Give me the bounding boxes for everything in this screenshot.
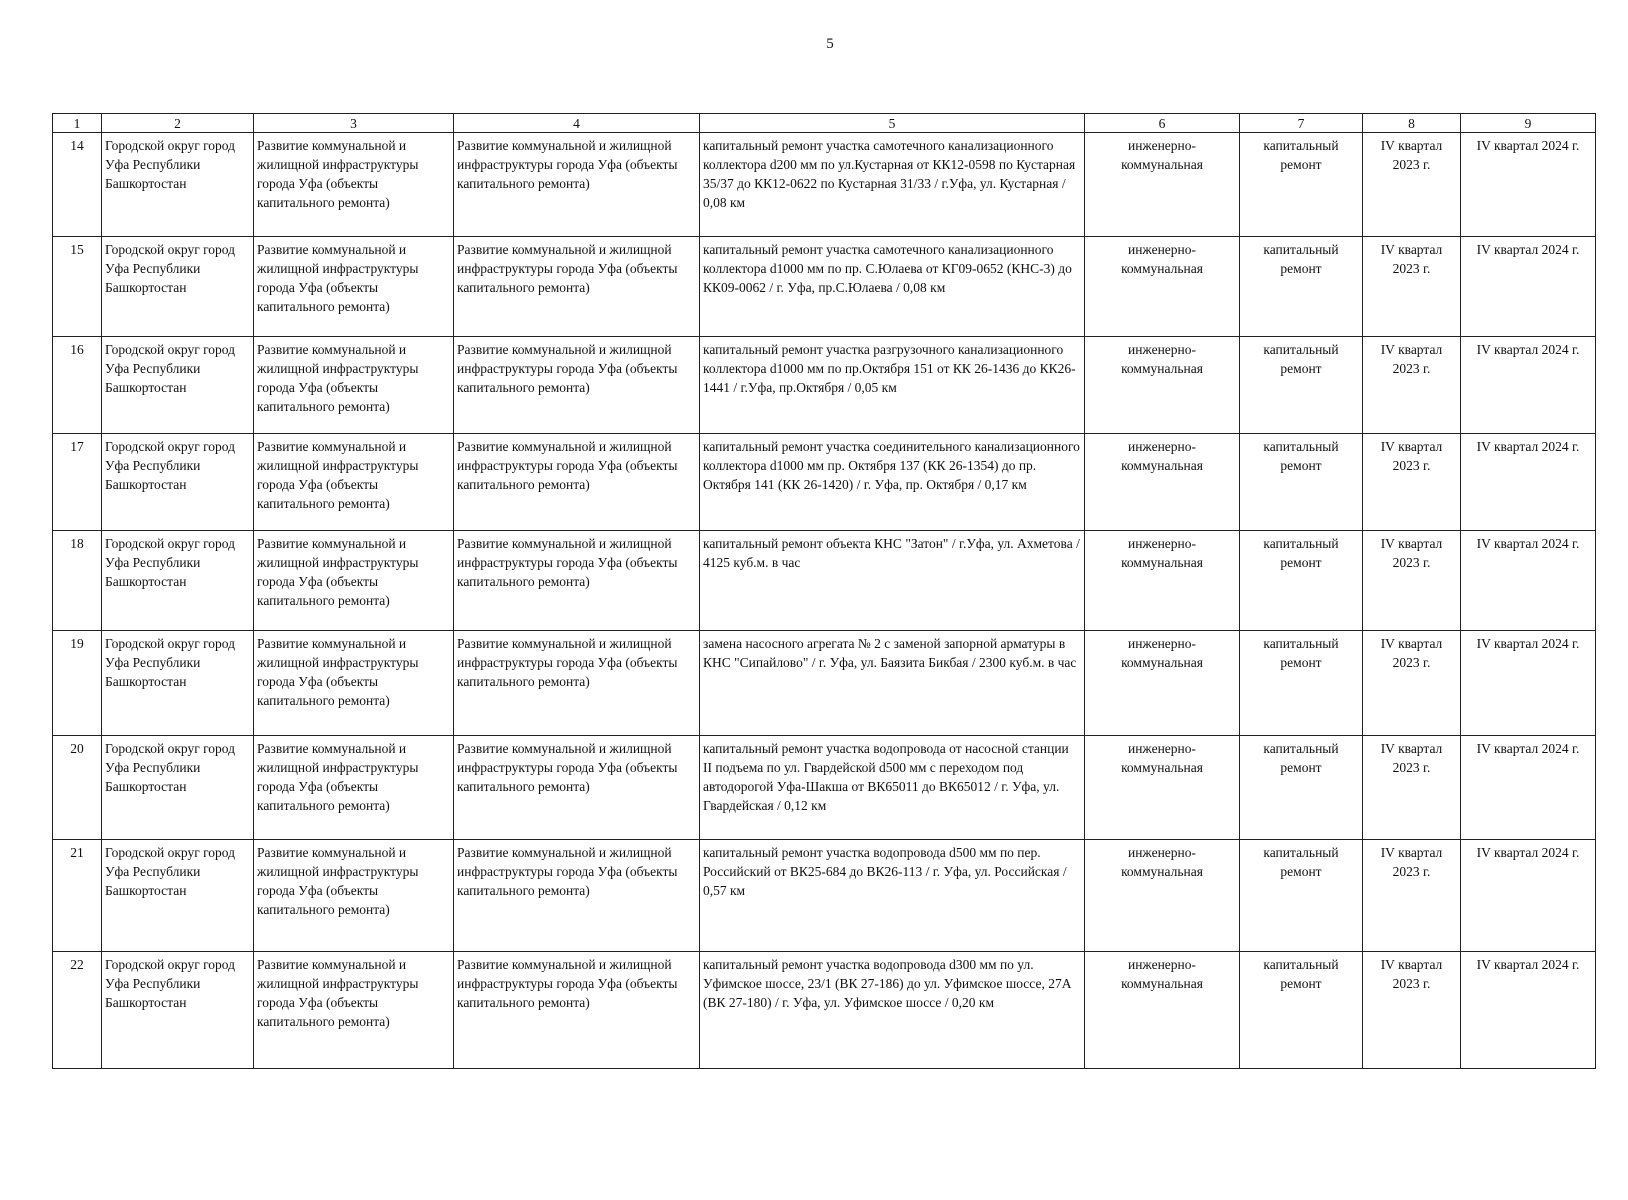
end-period-cell: IV квартал 2024 г. (1461, 840, 1596, 952)
municipality-cell: Городской округ город Уфа Республики Башкортостан (102, 531, 254, 631)
infrastructure-type-cell: инженерно-коммунальная (1085, 531, 1240, 631)
subprogram-cell: Развитие коммунальной и жилищной инфраструктуры города Уфа (объекты капитального ремонта) (454, 840, 700, 952)
start-period-cell: IV квартал 2023 г. (1363, 952, 1461, 1069)
subprogram-cell: Развитие коммунальной и жилищной инфраструктуры города Уфа (объекты капитального ремонта) (454, 952, 700, 1069)
municipality-cell: Городской округ город Уфа Республики Башкортостан (102, 337, 254, 434)
table-header-row (53, 114, 1596, 133)
table-row (53, 237, 1596, 337)
end-period-cell: IV квартал 2024 г. (1461, 133, 1596, 237)
table-row (53, 531, 1596, 631)
infrastructure-type-cell: инженерно-коммунальная (1085, 133, 1240, 237)
work-type-cell: капитальный ремонт (1240, 531, 1363, 631)
start-period-cell: IV квартал 2023 г. (1363, 434, 1461, 531)
program-cell: Развитие коммунальной и жилищной инфраструктуры города Уфа (объекты капитального ремонта) (254, 337, 454, 434)
object-description-cell: замена насосного агрегата № 2 с заменой запорной арматуры в КНС "Сипайлово" / г. Уфа, ул. Баязита Бикбая / 2300 куб.м. в час (700, 631, 1085, 736)
end-period-cell: IV квартал 2024 г. (1461, 337, 1596, 434)
column-header: 3 (254, 114, 454, 133)
object-description-cell: капитальный ремонт участка водопровода d500 мм по пер. Российский от ВК25-684 до ВК26-113 / г. Уфа, ул. Российская / 0,57 км (700, 840, 1085, 952)
object-description-cell: капитальный ремонт объекта КНС "Затон" / г.Уфа, ул. Ахметова / 4125 куб.м. в час (700, 531, 1085, 631)
infrastructure-type-cell: инженерно-коммунальная (1085, 840, 1240, 952)
work-type-cell: капитальный ремонт (1240, 631, 1363, 736)
objects-table (52, 113, 1596, 1069)
column-header: 1 (53, 114, 102, 133)
object-description-cell: капитальный ремонт участка водопровода d300 мм по ул. Уфимское шоссе, 23/1 (ВК 27-186) до ул. Уфимское шоссе, 27А (ВК 27-180) / г. Уфа, ул. Уфимское шоссе / 0,20 км (700, 952, 1085, 1069)
start-period-cell: IV квартал 2023 г. (1363, 531, 1461, 631)
municipality-cell: Городской округ город Уфа Республики Башкортостан (102, 840, 254, 952)
work-type-cell: капитальный ремонт (1240, 133, 1363, 237)
row-number-cell: 15 (53, 237, 102, 337)
end-period-cell: IV квартал 2024 г. (1461, 434, 1596, 531)
work-type-cell: капитальный ремонт (1240, 952, 1363, 1069)
end-period-cell: IV квартал 2024 г. (1461, 736, 1596, 840)
infrastructure-type-cell: инженерно-коммунальная (1085, 952, 1240, 1069)
column-header: 4 (454, 114, 700, 133)
row-number-cell: 22 (53, 952, 102, 1069)
object-description-cell: капитальный ремонт участка самотечного канализационного коллектора d1000 мм по пр. С.Юлаева от КГ09-0652 (КНС-3) до КК09-0062 / г. Уфа, пр.С.Юлаева / 0,08 км (700, 237, 1085, 337)
table-row (53, 337, 1596, 434)
start-period-cell: IV квартал 2023 г. (1363, 337, 1461, 434)
table-row (53, 840, 1596, 952)
municipality-cell: Городской округ город Уфа Республики Башкортостан (102, 631, 254, 736)
municipality-cell: Городской округ город Уфа Республики Башкортостан (102, 237, 254, 337)
municipality-cell: Городской округ город Уфа Республики Башкортостан (102, 952, 254, 1069)
start-period-cell: IV квартал 2023 г. (1363, 631, 1461, 736)
column-header: 8 (1363, 114, 1461, 133)
subprogram-cell: Развитие коммунальной и жилищной инфраструктуры города Уфа (объекты капитального ремонта) (454, 434, 700, 531)
end-period-cell: IV квартал 2024 г. (1461, 952, 1596, 1069)
start-period-cell: IV квартал 2023 г. (1363, 133, 1461, 237)
column-header: 7 (1240, 114, 1363, 133)
work-type-cell: капитальный ремонт (1240, 736, 1363, 840)
column-header: 6 (1085, 114, 1240, 133)
infrastructure-type-cell: инженерно-коммунальная (1085, 237, 1240, 337)
column-header: 5 (700, 114, 1085, 133)
object-description-cell: капитальный ремонт участка соединительного канализационного коллектора d1000 мм пр. Октября 137 (КК 26-1354) до пр. Октября 141 (КК 26-1420) / г. Уфа, пр. Октября / 0,17 км (700, 434, 1085, 531)
object-description-cell: капитальный ремонт участка разгрузочного канализационного коллектора d1000 мм по пр.Октября 151 от КК 26-1436 до КК26-1441 / г.Уфа, пр.Октября / 0,05 км (700, 337, 1085, 434)
row-number-cell: 20 (53, 736, 102, 840)
program-cell: Развитие коммунальной и жилищной инфраструктуры города Уфа (объекты капитального ремонта) (254, 434, 454, 531)
table-row (53, 631, 1596, 736)
subprogram-cell: Развитие коммунальной и жилищной инфраструктуры города Уфа (объекты капитального ремонта) (454, 133, 700, 237)
program-cell: Развитие коммунальной и жилищной инфраструктуры города Уфа (объекты капитального ремонта) (254, 840, 454, 952)
subprogram-cell: Развитие коммунальной и жилищной инфраструктуры города Уфа (объекты капитального ремонта) (454, 337, 700, 434)
end-period-cell: IV квартал 2024 г. (1461, 531, 1596, 631)
municipality-cell: Городской округ город Уфа Республики Башкортостан (102, 133, 254, 237)
table-row (53, 736, 1596, 840)
subprogram-cell: Развитие коммунальной и жилищной инфраструктуры города Уфа (объекты капитального ремонта) (454, 631, 700, 736)
row-number-cell: 17 (53, 434, 102, 531)
table-row (53, 133, 1596, 237)
table-row (53, 952, 1596, 1069)
program-cell: Развитие коммунальной и жилищной инфраструктуры города Уфа (объекты капитального ремонта) (254, 631, 454, 736)
work-type-cell: капитальный ремонт (1240, 434, 1363, 531)
end-period-cell: IV квартал 2024 г. (1461, 237, 1596, 337)
work-type-cell: капитальный ремонт (1240, 840, 1363, 952)
object-description-cell: капитальный ремонт участка самотечного канализационного коллектора d200 мм по ул.Кустарная от КК12-0598 по Кустарная 35/37 до КК12-0622 по Кустарная 31/33 / г.Уфа, ул. Кустарная / 0,08 км (700, 133, 1085, 237)
subprogram-cell: Развитие коммунальной и жилищной инфраструктуры города Уфа (объекты капитального ремонта) (454, 531, 700, 631)
infrastructure-type-cell: инженерно-коммунальная (1085, 631, 1240, 736)
program-cell: Развитие коммунальной и жилищной инфраструктуры города Уфа (объекты капитального ремонта) (254, 736, 454, 840)
program-cell: Развитие коммунальной и жилищной инфраструктуры города Уфа (объекты капитального ремонта) (254, 133, 454, 237)
infrastructure-type-cell: инженерно-коммунальная (1085, 434, 1240, 531)
row-number-cell: 16 (53, 337, 102, 434)
program-cell: Развитие коммунальной и жилищной инфраструктуры города Уфа (объекты капитального ремонта) (254, 531, 454, 631)
start-period-cell: IV квартал 2023 г. (1363, 237, 1461, 337)
start-period-cell: IV квартал 2023 г. (1363, 840, 1461, 952)
table-row (53, 434, 1596, 531)
column-header: 9 (1461, 114, 1596, 133)
end-period-cell: IV квартал 2024 г. (1461, 631, 1596, 736)
work-type-cell: капитальный ремонт (1240, 337, 1363, 434)
row-number-cell: 14 (53, 133, 102, 237)
municipality-cell: Городской округ город Уфа Республики Башкортостан (102, 434, 254, 531)
start-period-cell: IV квартал 2023 г. (1363, 736, 1461, 840)
subprogram-cell: Развитие коммунальной и жилищной инфраструктуры города Уфа (объекты капитального ремонта) (454, 736, 700, 840)
infrastructure-type-cell: инженерно-коммунальная (1085, 337, 1240, 434)
subprogram-cell: Развитие коммунальной и жилищной инфраструктуры города Уфа (объекты капитального ремонта) (454, 237, 700, 337)
program-cell: Развитие коммунальной и жилищной инфраструктуры города Уфа (объекты капитального ремонта) (254, 237, 454, 337)
object-description-cell: капитальный ремонт участка водопровода от насосной станции II подъема по ул. Гвардейской d500 мм с переходом под автодорогой Уфа-Шакша от ВК65011 до ВК65012 / г. Уфа, ул. Гвардейская / 0,12 км (700, 736, 1085, 840)
row-number-cell: 19 (53, 631, 102, 736)
program-cell: Развитие коммунальной и жилищной инфраструктуры города Уфа (объекты капитального ремонта) (254, 952, 454, 1069)
municipality-cell: Городской округ город Уфа Республики Башкортостан (102, 736, 254, 840)
row-number-cell: 21 (53, 840, 102, 952)
page-number: 5 (826, 36, 834, 52)
column-header: 2 (102, 114, 254, 133)
row-number-cell: 18 (53, 531, 102, 631)
infrastructure-type-cell: инженерно-коммунальная (1085, 736, 1240, 840)
work-type-cell: капитальный ремонт (1240, 237, 1363, 337)
table-body (53, 133, 1596, 1069)
